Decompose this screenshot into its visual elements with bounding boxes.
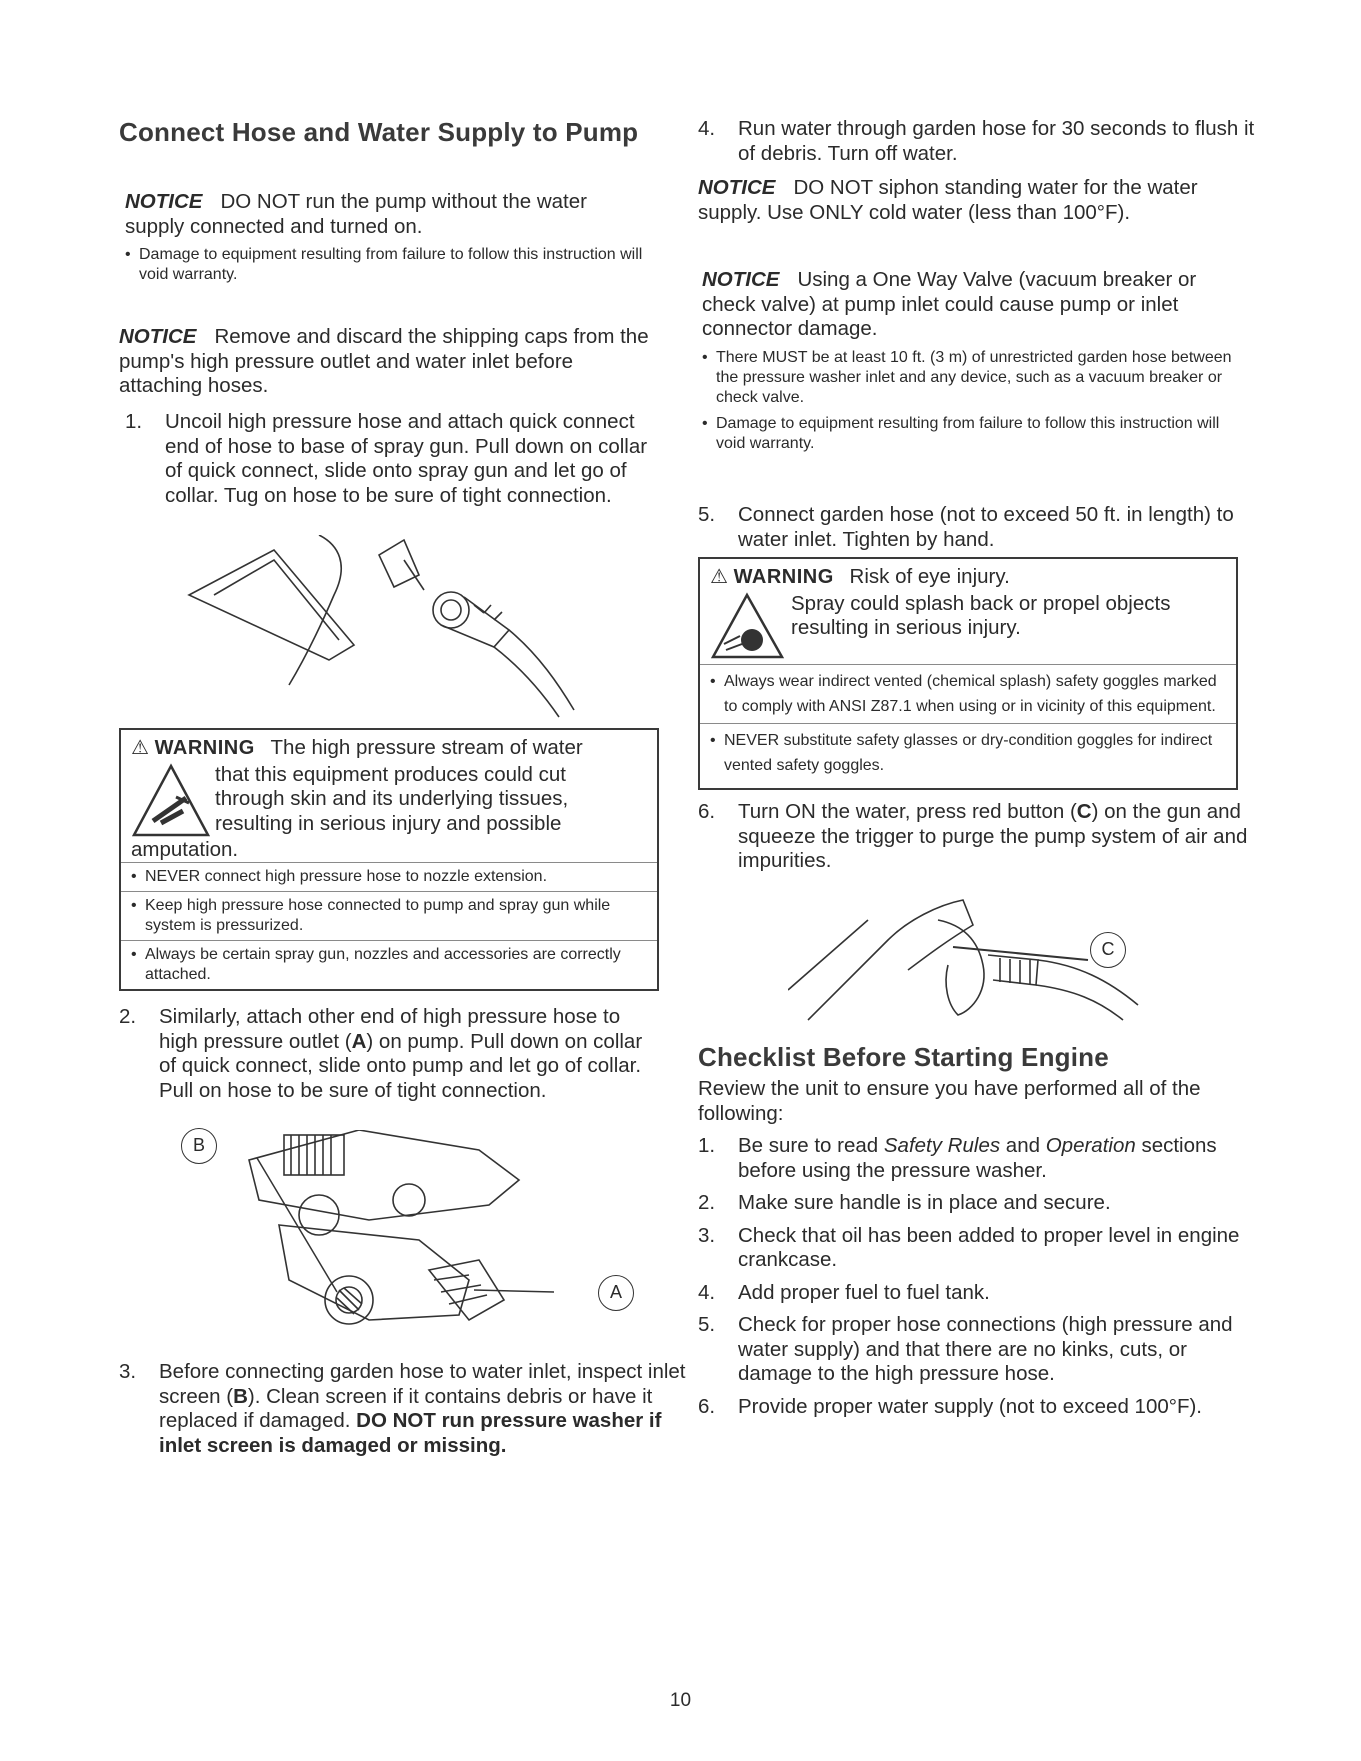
item-number: 4. <box>698 1280 716 1304</box>
warning-body: Spray could splash back or propel objects resulting in serious injury. <box>791 591 1171 639</box>
step-number: 6. <box>698 800 716 823</box>
step-number: 5. <box>698 503 716 526</box>
item-text: Be sure to read <box>738 1134 884 1157</box>
item-italic: Operation <box>1045 1134 1136 1157</box>
callout-b: B <box>181 1128 217 1164</box>
cut-hazard-icon <box>131 763 211 838</box>
notice-tag: NOTICE <box>698 176 776 199</box>
warning-bullet: • Always wear indirect vented (chemical splash) safety goggles marked to comply with ANSI Z87.1 when using or in vicinity of this equipment. <box>710 669 1226 719</box>
page-number: 10 <box>669 1690 692 1711</box>
checklist-item <box>698 1281 1243 1306</box>
step-5 <box>698 503 1238 552</box>
step-number: 4. <box>698 117 716 140</box>
warning-bullet: • Always be certain spray gun, nozzles and accessories are correctly attached. <box>131 945 647 985</box>
checklist-item <box>698 1395 1243 1420</box>
step-text: Run water through garden hose for 30 seconds to flush it of debris. Turn off water. <box>738 117 1255 165</box>
checklist-list <box>698 1134 1243 1419</box>
step-3 <box>119 1360 699 1458</box>
step-4 <box>698 117 1268 166</box>
notice-bullet: • Damage to equipment resulting from failure to follow this instruction will void warranty. <box>125 245 645 285</box>
checklist-intro <box>698 1077 1243 1126</box>
notice-text: Using a One Way Valve (vacuum breaker or check valve) at pump inlet could cause pump or inlet connector damage. <box>702 268 1197 340</box>
item-text: Add proper fuel to fuel tank. <box>738 1280 990 1304</box>
warning-body: that this equipment produces could cut through skin and its underlying tissues, resulting in serious injury and possible <box>215 762 569 835</box>
warning-title: WARNING <box>154 737 255 759</box>
section-heading: Connect Hose and Water Supply to Pump <box>119 117 639 147</box>
item-number: 6. <box>698 1394 716 1418</box>
checklist-item <box>698 1134 1243 1183</box>
warning-bullet: • NEVER connect high pressure hose to nozzle extension. <box>131 867 647 887</box>
step-text: Before connecting garden hose to water inlet, inspect inlet screen ( <box>159 1360 686 1408</box>
checklist-item <box>698 1191 1243 1216</box>
notice-text: Remove and discard the shipping caps from the pump's high pressure outlet and water inlet before attaching hoses. <box>119 325 649 397</box>
step-text: Connect garden hose (not to exceed 50 ft. in length) to water inlet. Tighten by hand. <box>738 503 1234 551</box>
item-text: Make sure handle is in place and secure. <box>738 1191 1111 1214</box>
warning-bullet: • Keep high pressure hose connected to pump and spray gun while system is pressurized. <box>131 896 647 936</box>
item-italic: Safety Rules <box>883 1134 1001 1157</box>
notice-text: DO NOT run the pump without the water supply connected and turned on. <box>125 190 587 238</box>
notice-one-way-valve <box>702 268 1232 454</box>
notice-tag: NOTICE <box>119 325 197 348</box>
spray-gun-hose-illustration <box>179 535 599 720</box>
warning-triangle-icon: ⚠ <box>131 737 149 759</box>
notice-shipping-caps <box>119 325 659 399</box>
step-1 <box>125 410 659 508</box>
pump-outlet-illustration <box>219 1130 579 1345</box>
step-6 <box>698 800 1283 874</box>
item-text: Check for proper hose connections (high pressure and water supply) and that there are no kinks, cuts, or damage to the high pressure hose. <box>738 1313 1233 1385</box>
notice-bullet: • There MUST be at least 10 ft. (3 m) of unrestricted garden hose between the pressure washer inlet and any device, such as a vacuum breaker or check valve. <box>702 348 1232 408</box>
callout-a: A <box>598 1275 634 1311</box>
item-text: Check that oil has been added to proper level in engine crankcase. <box>738 1223 1240 1271</box>
item-text: and <box>1000 1134 1046 1157</box>
eye-splash-hazard-icon <box>710 592 785 660</box>
checklist-item <box>698 1224 1243 1273</box>
notice-pump-water <box>125 190 645 285</box>
notice-tag: NOTICE <box>125 190 203 213</box>
warning-box-eye-injury <box>698 557 1238 790</box>
item-text: Provide proper water supply (not to exceed 100°F). <box>738 1394 1202 1418</box>
step-text: ). Clean screen if it contains debris or have it replaced if damaged. <box>159 1384 653 1432</box>
step-ref: B <box>233 1384 248 1408</box>
warning-lead: The high pressure stream of water <box>270 736 583 759</box>
notice-text: DO NOT siphon standing water for the water supply. Use ONLY cold water (less than 100°F). <box>698 176 1198 224</box>
item-number: 1. <box>698 1134 716 1157</box>
item-number: 2. <box>698 1191 716 1214</box>
step-text: Turn ON the water, press red button ( <box>738 800 1077 823</box>
step-2 <box>119 1005 659 1103</box>
step-text: Similarly, attach other end of high pressure hose to high pressure outlet ( <box>159 1005 621 1053</box>
step-number: 2. <box>119 1005 137 1028</box>
item-text: sections before using the pressure washer. <box>738 1134 1217 1182</box>
item-number: 3. <box>698 1223 716 1247</box>
callout-c: C <box>1090 932 1126 968</box>
step-ref: C <box>1076 800 1092 823</box>
step-number: 3. <box>119 1360 137 1383</box>
checklist-intro-text: Review the unit to ensure you have performed all of the following: <box>698 1077 1201 1125</box>
warning-triangle-icon: ⚠ <box>710 566 728 588</box>
checklist-item <box>698 1313 1243 1387</box>
warning-box-high-pressure <box>119 728 659 991</box>
warning-bullet: • NEVER substitute safety glasses or dry-condition goggles for indirect vented safety goggles. <box>710 728 1226 778</box>
step-bold-text: DO NOT run pressure washer if inlet screen is damaged or missing. <box>159 1409 662 1457</box>
warning-title: WARNING <box>733 566 834 588</box>
notice-cold-water <box>698 176 1243 225</box>
notice-tag: NOTICE <box>702 268 780 291</box>
warning-lead: Risk of eye injury. <box>849 565 1010 588</box>
step-ref: A <box>351 1029 367 1053</box>
warning-tail: amputation. <box>131 837 239 861</box>
checklist-heading: Checklist Before Starting Engine <box>698 1042 1109 1072</box>
step-text: ) on the gun and squeeze the trigger to purge the pump system of air and impurities. <box>738 800 1248 872</box>
step-text: Uncoil high pressure hose and attach quick connect end of hose to base of spray gun. Pull down on collar of quick connect, slide onto spray gun and let go of collar. Tug on hose to be sure of tight connection. <box>165 410 648 507</box>
step-number: 1. <box>125 410 143 433</box>
item-number: 5. <box>698 1313 716 1336</box>
step-text: ) on pump. Pull down on collar of quick connect, slide onto pump and let go of collar. Pull on hose to be sure of tight connection. <box>159 1029 643 1102</box>
notice-bullet: • Damage to equipment resulting from failure to follow this instruction will void warranty. <box>702 414 1232 454</box>
